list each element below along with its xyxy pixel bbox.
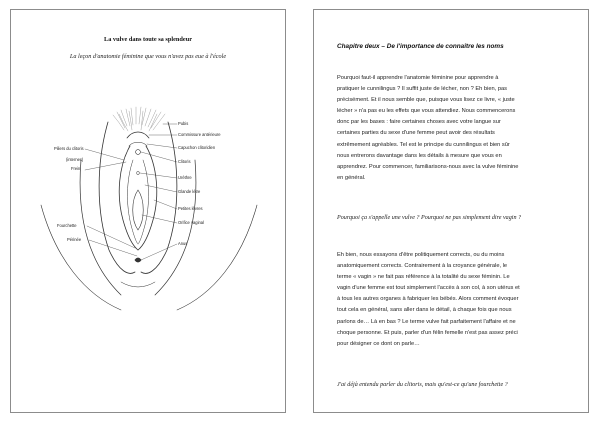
- text-line: anatomiquement corrects. Contrairement à la croyance générale, le: [337, 263, 508, 270]
- diagram-subtitle: La leçon d'anatomie féminine que vous n'avez pas eue à l'école: [69, 53, 227, 60]
- label-internes: (internes): [66, 157, 84, 162]
- text-line: lécher » n'a pas eu les effets que vous attendiez. Nous commencerons: [337, 108, 516, 115]
- text-line: terme « vagin » ne fait pas référence à la totalité du sexe féminin. Le: [337, 274, 510, 281]
- text-line: pratiquer le cunnilingus ? Il suffit juste de lécher, non ? Eh bien, pas: [337, 86, 507, 93]
- label-piliers: Piliers du clitoris: [54, 146, 84, 151]
- text-line: précisément. Et il nous semble que, puisque vous lisez ce livre, « juste: [337, 97, 515, 104]
- pubic-hair: [113, 107, 165, 131]
- label-capuchon: Capuchon clitoridien: [178, 145, 216, 150]
- label-urethre: Urèthre: [178, 175, 192, 180]
- label-frein: Frein: [71, 166, 81, 171]
- text-line: extrêmement agréables. Tel est le principe du cunnilingus et bien sûr: [337, 141, 510, 148]
- text-line: apprendrez. Pour commencer, familiarisons-nous avec la vulve féminine: [337, 163, 519, 170]
- text-line: tout cela en général, sans aller dans le détail, à chaque fois que nous: [337, 307, 512, 314]
- text-line: en général.: [337, 174, 366, 181]
- right-page: [313, 9, 589, 413]
- question-1: Pourquoi ça s'appelle une vulve ? Pourquoi ne pas simplement dire vagin ?: [337, 215, 522, 221]
- label-glande: Glande létre: [178, 189, 201, 194]
- paragraph-2: [337, 250, 573, 350]
- text-line: Eh bien, nous essayons d'être politiquement corrects, ou du moins: [337, 252, 505, 258]
- text-line: à tous les autres organes à fabriquer les bébés. Alors comment évoquer: [337, 296, 519, 303]
- label-perinee: Périnée: [67, 237, 82, 242]
- text-line: donc par les bases : faire certaines choses avec votre langue sur: [337, 119, 501, 126]
- label-pubis: Pubis: [178, 121, 189, 126]
- label-orifice: Orifice vaginal: [178, 220, 204, 225]
- text-line: certaines parties du sexe d'une femme peut avoir des résultats: [337, 130, 495, 137]
- text-line: vagin d'une femme est tout simplement l'accès à son col, à son utérus et: [337, 285, 520, 292]
- anatomy-illustration: [11, 10, 287, 414]
- chapter-title: Chapitre deux – De l'importance de connaître les noms: [337, 43, 504, 50]
- question-2: J'ai déjà entendu parler du clitoris, mais qu'est-ce qu'une fourchette ?: [337, 382, 508, 388]
- text-line: nous entrerons davantage dans les détails à mesure que vous en: [337, 152, 502, 159]
- left-page: [10, 9, 286, 413]
- paragraph-1: [337, 73, 573, 184]
- text-line: pour désigner ce dont on parle…: [337, 340, 420, 347]
- text-line: parlons de… Là en bas ? Le terme vulve fait parfaitement l'affaire et ne: [337, 318, 516, 325]
- label-anus: Anus: [178, 241, 188, 246]
- label-commissure: Commissure antérieure: [178, 132, 221, 137]
- text-line: choque personne. Et puis, parler d'un félin femelle n'est pas assez préci: [337, 329, 518, 336]
- label-petites-levres: Petites lèvres: [178, 206, 203, 211]
- label-fourchette: Fourchette: [57, 223, 77, 228]
- label-clitoris: Clitoris: [178, 159, 191, 164]
- text-line: Pourquoi faut-il apprendre l'anatomie féminine pour apprendre à: [337, 75, 499, 81]
- diagram-title: La vulve dans toute sa splendeur: [104, 36, 192, 43]
